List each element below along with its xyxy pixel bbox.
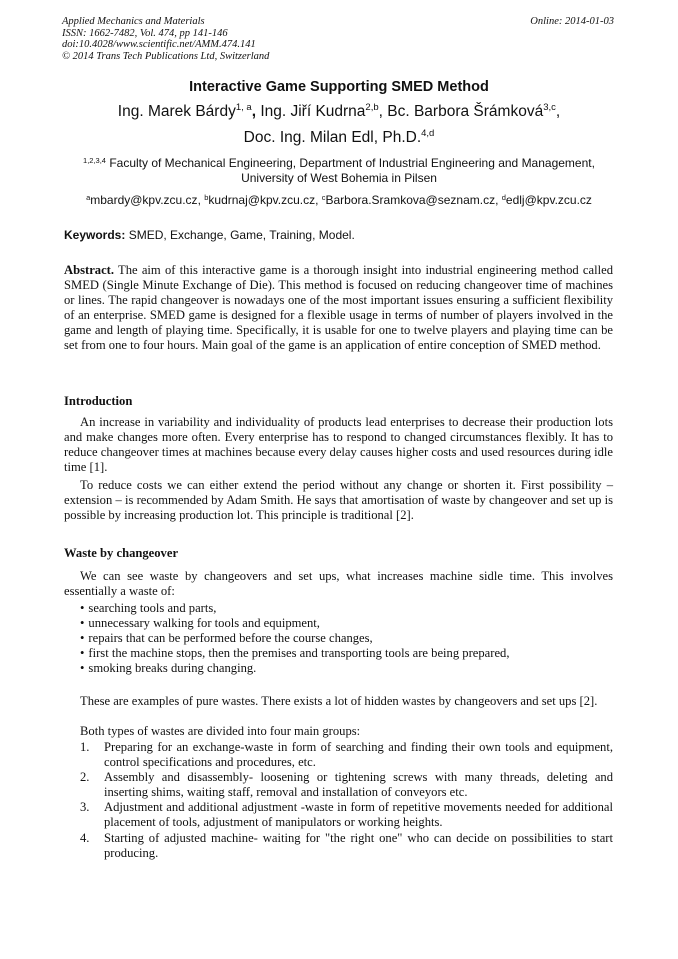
affiliation-line-1: Faculty of Mechanical Engineering, Department of Industrial Engineering and Management, xyxy=(109,156,595,170)
abstract-text: The aim of this interactive game is a thorough insight into industrial engineering method called SMED (Single Minute Exchange of Die). This method is focused on reducing changeover time of machines or lines. The rapid changeover is nowadays one of the most important issues ensuring a sufficient flexibility of an enterprise. SMED game is designed for a flexible usage in terms of number of players involved in the game and length of playing time. Specifically, it is usable for one to twelve players and playing time can be set from one to four hours. Main goal of the game is an application of entire conception of SMED method. xyxy=(64,263,613,353)
email-sup: d xyxy=(501,193,506,202)
list-item xyxy=(80,831,613,861)
paper-title: Interactive Game Supporting SMED Method xyxy=(189,79,489,95)
email-link[interactable]: Barbora.Sramkova@seznam.cz xyxy=(325,193,496,207)
abstract-label: Abstract. xyxy=(64,263,115,277)
section-heading-waste: Waste by changeover xyxy=(64,546,179,560)
list-number: 4. xyxy=(80,830,90,845)
groups-intro: Both types of wastes are divided into four main groups: xyxy=(80,724,361,738)
journal-copyright: © 2014 Trans Tech Publications Ltd, Switzerland xyxy=(62,50,270,62)
online-date: Online: 2014-01-03 xyxy=(530,16,614,27)
waste-intro: We can see waste by changeovers and set ups, what increases machine sidle time. This involves essentially a waste of: xyxy=(64,569,613,599)
list-item xyxy=(80,800,613,830)
list-item xyxy=(80,740,613,770)
author-sep: , xyxy=(251,103,261,120)
intro-paragraph-2: To reduce costs we can either extend the period without any change or shorten it. First possibility – extension – is recommended by Adam Smith. He says that amortisation of waste by changeover and set up is possible by increasing production lot. This principle is traditional [2]. xyxy=(64,478,613,523)
list-text: Preparing for an exchange-waste in form of searching and finding their own tools and equipment, control specifications and procedures, etc. xyxy=(104,740,613,770)
author-sep: , xyxy=(555,103,561,120)
email-link[interactable]: mbardy@kpv.zcu.cz xyxy=(90,193,198,207)
list-number: 3. xyxy=(80,800,90,815)
list-item xyxy=(80,770,613,800)
keywords-label: Keywords: xyxy=(64,228,126,242)
list-item: • unnecessary walking for tools and equipment, xyxy=(80,616,610,631)
author-sep: , xyxy=(378,103,388,120)
email-sup: a xyxy=(86,193,91,202)
author-sup: 2,b xyxy=(365,102,379,113)
author-emails xyxy=(0,193,678,207)
author-sup: 4,d xyxy=(421,128,435,139)
author-name: Doc. Ing. Milan Edl, Ph.D. xyxy=(243,129,422,146)
journal-issn: ISSN: 1662-7482, Vol. 474, pp 141-146 xyxy=(62,27,228,39)
affiliation xyxy=(0,156,678,186)
affiliation-line-2: University of West Bohemia in Pilsen xyxy=(241,171,437,185)
hidden-waste-paragraph: These are examples of pure wastes. There exists a lot of hidden wastes by changeovers and set ups [2]. xyxy=(80,694,598,708)
keywords-text: SMED, Exchange, Game, Training, Model. xyxy=(125,228,355,242)
email-sup: b xyxy=(204,193,209,202)
list-text: Starting of adjusted machine- waiting for "the right one" who can decide on possibilities to start producing. xyxy=(104,830,613,860)
author-name: Bc. Barbora Šrámková xyxy=(387,103,544,120)
email-sep: , xyxy=(315,193,322,207)
author-sup: 1, a xyxy=(235,102,252,113)
email-sep: , xyxy=(197,193,205,207)
author-line-2 xyxy=(0,129,678,147)
list-item: • smoking breaks during changing. xyxy=(80,661,610,676)
author-name: Ing. Jiří Kudrna xyxy=(260,103,366,120)
journal-doi: doi:10.4028/www.scientific.net/AMM.474.141 xyxy=(62,39,256,50)
waste-bullet-list xyxy=(80,601,610,676)
affiliation-sup: 1,2,3,4 xyxy=(83,156,106,165)
list-text: Adjustment and additional adjustment -waste in form of repetitive movements needed for additional placement of tools, adjustment of manipulators or working heights. xyxy=(104,800,613,830)
keywords xyxy=(64,228,355,242)
section-heading-introduction: Introduction xyxy=(64,394,133,408)
email-link[interactable]: edlj@kpv.zcu.cz xyxy=(505,193,592,207)
list-number: 2. xyxy=(80,770,90,785)
list-item: • first the machine stops, then the premises and transporting tools are being prepared, xyxy=(80,646,610,661)
journal-header xyxy=(62,16,269,62)
intro-paragraph-1: An increase in variability and individuality of products lead enterprises to decrease their production lots and make changes more often. Every enterprise has to respond to changed circumstances flexibly. It has to reduce changeover times at machines because every delay causes higher costs and used resources during idle time [1]. xyxy=(64,415,613,475)
email-link[interactable]: kudrnaj@kpv.zcu.cz xyxy=(208,193,316,207)
author-sup: 3,c xyxy=(543,102,556,113)
abstract xyxy=(64,263,613,354)
list-number: 1. xyxy=(80,740,90,754)
journal-name: Applied Mechanics and Materials xyxy=(62,16,205,27)
list-item: • repairs that can be performed before the course changes, xyxy=(80,631,610,646)
list-text: Assembly and disassembly- loosening or tightening screws with many threads, deleting and inserting shims, waiting staff, removal and installation of conveyors etc. xyxy=(104,770,613,800)
waste-groups-list xyxy=(80,740,613,861)
email-sep: , xyxy=(495,193,502,207)
author-line-1 xyxy=(0,103,678,121)
list-item: • searching tools and parts, xyxy=(80,601,610,616)
author-name: Ing. Marek Bárdy xyxy=(117,103,236,120)
email-sup: c xyxy=(321,193,326,202)
